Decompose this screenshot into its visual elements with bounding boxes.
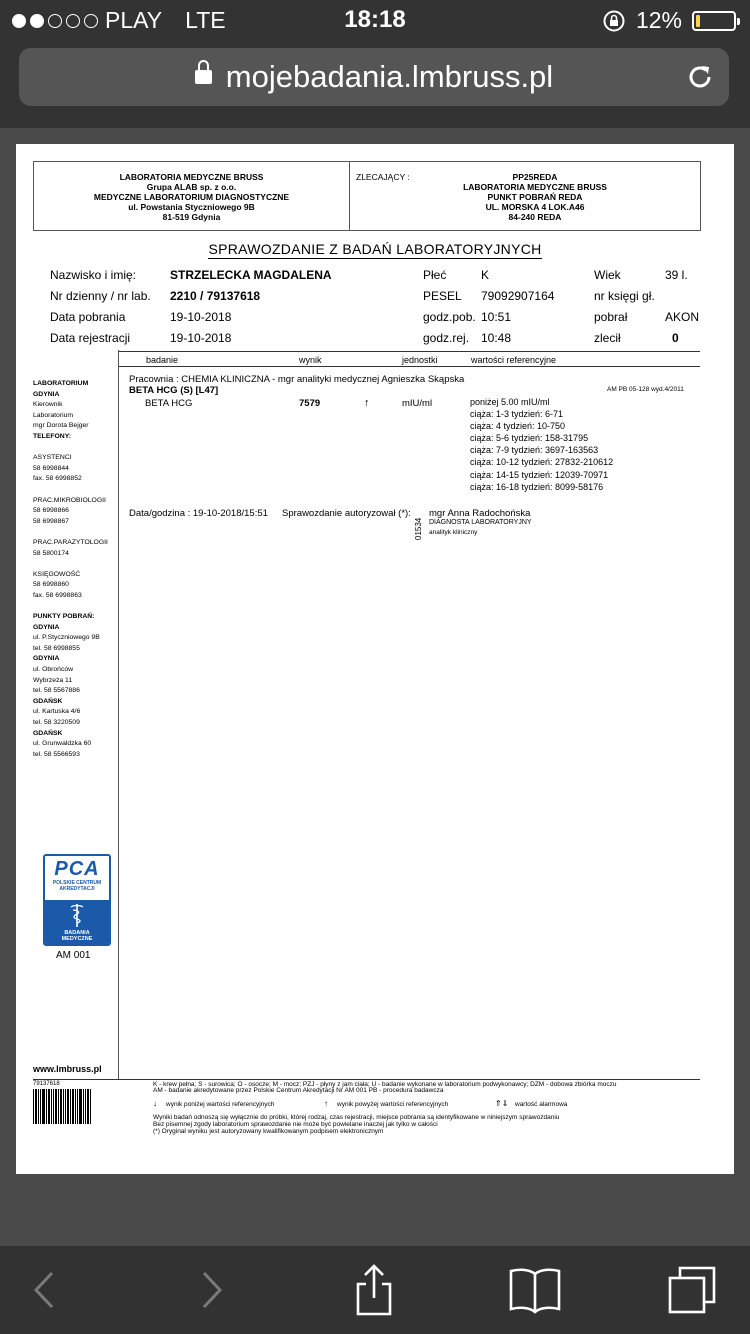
sidebar-line: GDYNIA <box>33 390 60 398</box>
barcode-bar <box>38 1089 39 1124</box>
barcode-bar <box>55 1089 57 1124</box>
battery-icon <box>692 11 736 31</box>
lab-unit: Pracownia : CHEMIA KLINICZNA - mgr analityki medycznej Agnieszka Skąpska <box>129 374 465 385</box>
legend-high: wynik powyżej wartości referencyjnych <box>337 1101 449 1108</box>
barcode-bar <box>65 1089 66 1124</box>
barcode-bar <box>70 1089 71 1124</box>
authorizer-subtitle: analityk kliniczny <box>429 529 478 536</box>
sex-label: Płeć <box>423 268 447 282</box>
sidebar-line: GDAŃSK <box>33 729 63 737</box>
reference-line: ciąża: 1-3 tydzień: 6-71 <box>470 409 564 420</box>
sidebar-line: tel. 58 5566593 <box>33 750 80 758</box>
result-item-name: BETA HCG <box>145 398 193 409</box>
lab-contact-sidebar <box>33 379 117 760</box>
sidebar-line: PRAC.MIKROBIOLOGII <box>33 496 106 504</box>
pesel: 79092907164 <box>481 289 555 303</box>
sidebar-line <box>33 485 117 496</box>
forward-button[interactable] <box>190 1246 234 1334</box>
share-button[interactable] <box>348 1246 400 1334</box>
rotation-lock-icon <box>602 9 626 33</box>
reference-line: ciąża: 10-12 tydzień: 27832-210612 <box>470 457 614 468</box>
reg-time-label: godz.rej. <box>423 331 470 345</box>
barcode-bar <box>79 1089 82 1124</box>
caduceus-icon <box>67 902 87 928</box>
sidebar-line: fax. 58 6998863 <box>33 591 82 599</box>
col-result: wynik <box>299 355 322 365</box>
sidebar-line: 58 6998866 <box>33 507 69 515</box>
sidebar-line: ul. Obrońców <box>33 666 74 674</box>
address-bar[interactable] <box>19 48 729 106</box>
orderer-line: PP25REDA <box>512 172 558 182</box>
reg-date: 19-10-2018 <box>170 331 232 345</box>
chevron-left-icon <box>32 1270 56 1310</box>
report-title: SPRAWOZDANIE Z BADAŃ LABORATORYJNYCH <box>208 241 542 257</box>
sidebar-line: Kierownik <box>33 401 63 409</box>
legend-line: AM - badanie akredytowane przez Polskie Centrum Akredytacji Nr AM 001 PB - procedura badawcza <box>153 1087 444 1094</box>
sidebar-line: GDYNIA <box>33 655 60 663</box>
sidebar-line: Laboratorium <box>33 411 74 419</box>
legend-low: wynik poniżej wartości referencyjnych <box>166 1101 275 1108</box>
barcode-bar <box>33 1089 34 1124</box>
carrier-name: PLAY <box>105 7 163 33</box>
sidebar-line: mgr Dorota Bejger <box>33 422 89 430</box>
collected-by-label: pobrał <box>594 310 628 324</box>
sidebar-line: fax. 58 6998852 <box>33 475 82 483</box>
collect-date-label: Data pobrania <box>50 310 126 324</box>
sidebar-line: 58 5800174 <box>33 549 69 557</box>
sidebar-line <box>33 559 117 570</box>
age-label: Wiek <box>594 268 621 282</box>
barcode-bar <box>63 1089 64 1124</box>
pesel-label: PESEL <box>423 289 462 303</box>
legend-alarm: wartość alarmowa <box>515 1101 568 1108</box>
sidebar-line: Wybrzeża 11 <box>33 676 73 684</box>
barcode-number: 79137618 <box>33 1081 60 1087</box>
barcode-bar <box>60 1089 63 1124</box>
reference-line: ciąża: 5-6 tydzień: 158-31795 <box>470 433 589 444</box>
barcode-bar <box>75 1089 76 1124</box>
tabs-icon <box>666 1264 718 1316</box>
bookmarks-button[interactable] <box>505 1246 565 1334</box>
authorization-date: Data/godzina : 19-10-2018/15:51 <box>129 508 268 519</box>
orderer-line: 84-240 REDA <box>508 212 562 222</box>
sidebar-line: GDYNIA <box>33 623 60 631</box>
lab-header-line: Grupa ALAB sp. z o.o. <box>146 182 237 192</box>
share-icon <box>352 1262 396 1318</box>
barcode-bar <box>40 1089 41 1124</box>
url-text: mojebadania.lmbruss.pl <box>225 59 554 94</box>
barcode-bar <box>90 1089 91 1124</box>
accreditation-code: AM 001 <box>56 950 91 961</box>
book-icon <box>507 1266 563 1314</box>
col-reference: wartości referencyjne <box>471 355 557 365</box>
report-header-box <box>33 161 701 231</box>
collected-by: AKON <box>665 310 700 324</box>
sidebar-line: PRAC.PARAZYTOLOGII <box>33 538 108 546</box>
barcode-bar <box>87 1089 89 1124</box>
browser-toolbar <box>0 1246 750 1334</box>
reload-icon[interactable] <box>685 62 715 92</box>
sidebar-line: KSIĘGOWOŚĆ <box>33 570 81 578</box>
lock-icon <box>195 70 212 84</box>
authorizer-name: mgr Anna Radochońska <box>429 508 531 519</box>
table-top-rule <box>118 351 700 352</box>
collect-time: 10:51 <box>481 310 512 324</box>
sidebar-line <box>33 527 117 538</box>
sidebar-line: ul. Kartuska 4/6 <box>33 708 81 716</box>
sidebar-line: tel. 58 3220509 <box>33 719 80 726</box>
address-text[interactable] <box>19 59 729 95</box>
stamp-number: 01534 <box>414 517 423 540</box>
col-test: badanie <box>146 355 179 365</box>
barcode-bar <box>46 1089 47 1124</box>
tabs-button[interactable] <box>664 1246 720 1334</box>
barcode-bar <box>51 1089 52 1124</box>
nr-label: Nr dzienny / nr lab. <box>50 289 151 303</box>
note-line: (*) Oryginał wyniku jest autoryzowany kwalifikowanym podpisem elektronicznym <box>153 1128 384 1135</box>
orderer-line: PUNKT POBRAŃ REDA <box>487 192 583 202</box>
arrow-up-small-icon: ↑ <box>324 1099 328 1108</box>
sidebar-line: LABORATORIUM <box>33 380 89 387</box>
lab-header-line: ul. Powstania Styczniowego 9B <box>128 202 255 212</box>
barcode-bar <box>72 1089 74 1124</box>
sidebar-line: tel. 58 5567886 <box>33 687 80 695</box>
clock: 18:18 <box>344 6 406 33</box>
lab-header-line: 81-519 Gdynia <box>162 212 221 222</box>
barcode-bar <box>53 1089 54 1124</box>
browser-header <box>0 42 750 128</box>
sidebar-line: ul. P.Styczniowego 9B <box>33 634 100 642</box>
status-bar <box>0 0 750 42</box>
orderer-address <box>420 172 650 222</box>
network-type: LTE <box>185 7 226 33</box>
reference-line: ciąża: 16-18 tydzień: 8099-58176 <box>470 481 604 492</box>
reference-line: ciąża: 4 tydzień: 10-750 <box>470 421 566 432</box>
lab-header-line: MEDYCZNE LABORATORIUM DIAGNOSTYCZNE <box>93 192 290 202</box>
barcode-bar <box>77 1089 78 1124</box>
barcode-bar <box>48 1089 50 1124</box>
alarm-arrows-icon: ⇑⇓ <box>495 1099 509 1108</box>
col-unit: jednostki <box>402 355 438 365</box>
sidebar-line <box>33 443 117 454</box>
sidebar-line: 58 6998867 <box>33 517 69 525</box>
test-name: BETA HCG (S) [L47] <box>129 385 219 396</box>
arrow-down-icon: ↓ <box>153 1099 157 1108</box>
orderer-line: LABORATORIA MEDYCZNE BRUSS <box>463 182 607 192</box>
sidebar-line: PUNKTY POBRAŃ: <box>33 613 95 621</box>
note-line: Bez pisemnej zgody laboratorium sprawozdanie nie może być powielane inaczej jak tylko w całości <box>153 1121 438 1128</box>
sidebar-line: TELEFONY: <box>33 432 72 440</box>
collect-date: 19-10-2018 <box>170 310 232 324</box>
barcode-bar <box>58 1089 59 1124</box>
arrow-up-icon: ↑ <box>364 397 370 409</box>
ordered-by-label: zlecił <box>594 331 621 345</box>
note-line: Wyniki badań odnoszą się wyłącznie do próbki, której rodzaj, czas rejestracji, miejsce pobrania są identyfikowane w niniejszym sprawozdaniu <box>153 1114 560 1121</box>
sidebar-line: ASYSTENCI <box>33 454 72 462</box>
website: www.lmbruss.pl <box>33 1064 102 1074</box>
reg-time: 10:48 <box>481 331 512 345</box>
result-unit: mIU/ml <box>402 398 433 409</box>
authorization-label: Sprawozdanie autoryzował (*): <box>282 508 411 519</box>
page-viewport[interactable] <box>0 128 750 1246</box>
table-left-rule <box>118 350 119 1080</box>
sidebar-line: 58 6998860 <box>33 581 69 589</box>
reg-date-label: Data rejestracji <box>50 331 131 345</box>
barcode-bar <box>83 1089 84 1124</box>
result-value: 7579 <box>299 398 321 409</box>
sidebar-line: 58 6998844 <box>33 464 69 472</box>
orderer-line: UL. MORSKA 4 LOK.A46 <box>485 202 585 212</box>
table-header-rule <box>118 366 700 367</box>
lab-number: 2210 / 79137618 <box>170 289 261 303</box>
collect-time-label: godz.pob. <box>423 310 476 324</box>
status-right <box>602 7 736 34</box>
lab-report-document <box>16 144 734 1174</box>
barcode-bar <box>35 1089 37 1124</box>
ordered-by: 0 <box>672 331 679 345</box>
procedure-code: AM PB 05-128 wyd.4/2011 <box>607 386 684 393</box>
authorizer-title: DIAGNOSTA LABORATORYJNY <box>429 519 532 526</box>
pca-accreditation-logo: PCA POLSKIE CENTRUM AKREDYTACJI BADANIA MEDYCZNE <box>43 854 111 946</box>
sidebar-line <box>33 601 117 612</box>
barcode-bar <box>42 1089 45 1124</box>
reference-line: ciąża: 14-15 tydzień: 12039-70971 <box>470 469 609 480</box>
reference-line: poniżej 5.00 mIU/ml <box>470 397 550 407</box>
legend-line: K - krew pełna; S - surowica; O - osocze; M - mocz; PZJ - płyny z jam ciała; U - badanie wykonane w laboratorium podwykonawcy; DZM - dobowa zbiórka moczu <box>153 1081 617 1088</box>
lab-address <box>34 162 350 230</box>
sidebar-line: tel. 58 6998855 <box>33 644 80 652</box>
orderer-label: ZLECAJĄCY : <box>356 172 410 182</box>
battery-percent: 12% <box>635 7 682 33</box>
age: 39 l. <box>665 268 688 282</box>
reference-values <box>470 396 613 493</box>
chevron-right-icon <box>200 1270 224 1310</box>
patient-name: STRZELECKA MAGDALENA <box>170 268 332 282</box>
barcode-bar <box>67 1089 69 1124</box>
book-number-label: nr księgi gł. <box>594 289 655 303</box>
orderer-box <box>350 162 700 230</box>
barcode <box>33 1089 91 1124</box>
footer-rule <box>33 1079 700 1080</box>
barcode-bar <box>85 1089 86 1124</box>
sidebar-line: GDAŃSK <box>33 697 63 705</box>
reference-line: ciąża: 7-9 tydzień: 3697-163563 <box>470 445 599 456</box>
lab-header-line: LABORATORIA MEDYCZNE BRUSS <box>119 172 264 182</box>
sidebar-line: ul. Grunwaldzka 60 <box>33 740 92 748</box>
name-label: Nazwisko i imię: <box>50 268 137 282</box>
back-button[interactable] <box>22 1246 66 1334</box>
sex: K <box>481 268 490 282</box>
